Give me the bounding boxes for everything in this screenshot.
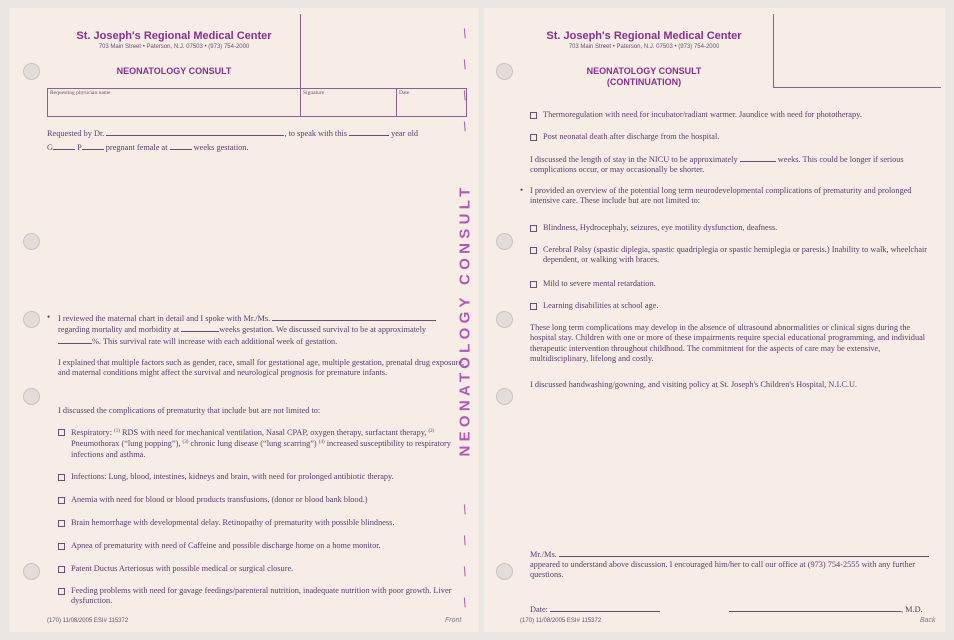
spine-slash: / <box>460 594 470 611</box>
resp-note-1: (1) <box>114 429 120 434</box>
md-label: , M.D. <box>901 605 923 614</box>
brain-hemorrhage-checkbox[interactable] <box>58 520 65 527</box>
header-underline <box>773 87 941 88</box>
post-neonatal-item <box>530 132 930 142</box>
bullet: • <box>47 312 51 322</box>
blindness-text: Blindness, Hydrocephaly, seizures, eye motility dysfunction, deafness. <box>543 223 778 232</box>
survival-text: weeks gestation. We discussed survival to be at approximately <box>219 325 427 335</box>
p-blank[interactable] <box>82 142 104 150</box>
requesting-physician-field[interactable]: Requesting physician name <box>50 90 111 96</box>
hospital-address: 703 Main Street • Paterson, N.J. 07503 • (973) 754-2000 <box>568 44 720 50</box>
box-bottom-line <box>47 116 467 117</box>
thermoregulation-item <box>530 110 930 120</box>
apnea-item <box>58 541 458 551</box>
resp-note-2: (2) <box>428 429 435 434</box>
g-label: G <box>47 143 53 152</box>
bullet: • <box>520 185 524 195</box>
binder-hole <box>496 563 513 580</box>
spine-slash: / <box>460 87 470 104</box>
hospital-name: St. Joseph's Regional Medical Center <box>546 30 742 42</box>
survival-percent-blank[interactable] <box>58 336 92 344</box>
spine-slash: / <box>460 25 470 42</box>
cerebral-palsy-item <box>530 245 935 266</box>
cerebral-palsy-checkbox[interactable] <box>530 247 537 254</box>
spine-slash: / <box>460 56 470 73</box>
anemia-item <box>58 495 458 505</box>
feeding-checkbox[interactable] <box>58 588 65 595</box>
form-title: NEONATOLOGY CONSULT <box>116 66 232 76</box>
reviewed-paragraph <box>58 313 466 347</box>
binder-hole <box>496 233 513 250</box>
md-signature-blank[interactable] <box>729 604 901 612</box>
anemia-text: Anemia with need for blood or blood products transfusions, (donor or blood bank blood.) <box>71 495 368 504</box>
spine <box>453 140 477 500</box>
requested-by-label: Requested by Dr. <box>47 129 105 138</box>
hospital-address: 703 Main Street • Paterson, N.J. 07503 • (973) 754-2000 <box>98 44 250 50</box>
date-line <box>530 604 730 615</box>
length-of-stay-paragraph <box>530 154 935 176</box>
age-blank[interactable] <box>349 128 389 136</box>
binder-hole <box>496 63 513 80</box>
form-footer: (170) 11/08/2005 ESI# 115372 <box>47 618 129 624</box>
resp-note-4: (4) <box>318 440 325 446</box>
speak-with-label: , to speak with this <box>284 129 347 138</box>
resp-susceptibility: increased susceptibility to respiratory infections and asthma. <box>71 439 451 459</box>
spine-slash: / <box>460 563 470 580</box>
spine-slash: / <box>460 532 470 549</box>
length-of-stay-text: I discussed the length of stay in the NICU to be approximately <box>530 155 738 164</box>
brain-hemorrhage-text: Brain hemorrhage with developmental delay. Retinopathy of prematurity with possible blindness. <box>71 518 395 527</box>
learning-disabilities-text: Learning disabilities at school age. <box>543 301 659 310</box>
form-subtitle: (CONTINUATION) <box>606 77 682 87</box>
p-label: P <box>77 143 82 152</box>
box-date-divider <box>396 88 397 116</box>
resp-label: Respiratory: <box>71 428 113 437</box>
requested-by-line <box>47 128 467 139</box>
mental-retardation-item <box>530 279 930 289</box>
form-title: NEONATOLOGY CONSULT <box>586 66 702 76</box>
handwashing-paragraph: I discussed handwashing/gowning, and visiting policy at St. Joseph's Children's Hospital, N.I.C.U. <box>530 380 858 389</box>
mortality-weeks-blank[interactable] <box>181 324 219 332</box>
binder-hole <box>23 311 40 328</box>
binder-hole <box>23 563 40 580</box>
complications-intro: I discussed the complications of prematurity that include but are not limited to: <box>58 406 321 415</box>
mortality-text: regarding mortality and morbidity at <box>58 325 180 335</box>
resp-pneumothorax: Pneumothorax (“lung popping”), <box>71 439 181 449</box>
respiratory-item <box>58 427 453 460</box>
hospital-name: St. Joseph's Regional Medical Center <box>76 30 272 42</box>
brain-hemorrhage-item <box>58 518 458 528</box>
binder-hole <box>496 388 513 405</box>
survival-rate-text: %. This survival rate will increase with each additional week of gestation. <box>92 336 338 346</box>
mental-retardation-text: Mild to severe mental retardation. <box>543 279 656 288</box>
binder-hole <box>23 233 40 250</box>
apnea-text: Apnea of prematurity with need of Caffeine and possible discharge home on a home monitor. <box>71 541 381 550</box>
parent-name-blank[interactable] <box>272 313 436 321</box>
header-divider <box>773 14 774 88</box>
spine-title: NEONATOLOGY CONSULT <box>456 183 474 457</box>
post-neonatal-text: Post neonatal death after discharge from the hospital. <box>543 132 720 141</box>
spine-slash: / <box>460 118 470 135</box>
blindness-item <box>530 223 930 233</box>
pda-item <box>58 564 458 574</box>
pregnant-label: pregnant female at <box>105 143 168 152</box>
resp-rds: RDS with need for mechanical ventilation, Nasal CPAP, oxygen therapy, surfactant therapy, <box>119 428 427 437</box>
infections-text: Infections: Lung, blood, intestines, kidneys and brain, with need for prolonged antibiotic therapy. <box>71 472 394 481</box>
year-old-label: year old <box>391 129 419 138</box>
box-top-line <box>47 88 467 89</box>
mental-retardation-checkbox[interactable] <box>530 281 537 288</box>
signature-field[interactable]: Signature <box>303 90 325 96</box>
length-of-stay-cont: weeks. This could be longer if serious complications occur, or may occasionally be shorter. <box>530 155 904 175</box>
stay-weeks-blank[interactable] <box>740 154 776 162</box>
form-footer: (170) 11/08/2005 ESI# 115372 <box>520 618 602 624</box>
apnea-checkbox[interactable] <box>58 543 65 550</box>
g-blank[interactable] <box>53 142 75 150</box>
doctor-blank[interactable] <box>106 128 284 136</box>
mr-ms-line <box>530 549 937 560</box>
binder-hole <box>23 388 40 405</box>
post-neonatal-checkbox[interactable] <box>530 134 537 141</box>
respiratory-checkbox[interactable] <box>58 429 65 436</box>
box-left-line <box>47 88 48 116</box>
pda-checkbox[interactable] <box>58 566 65 573</box>
side-label: Front <box>445 617 462 624</box>
anemia-checkbox[interactable] <box>58 497 65 504</box>
gestation-weeks-blank[interactable] <box>170 142 192 150</box>
mr-ms-label: Mr./Ms. <box>530 550 557 559</box>
back-page <box>484 8 945 632</box>
reviewed-text: I reviewed the maternal chart in detail and I spoke with Mr./Ms. <box>58 314 271 323</box>
weeks-gestation-label: weeks gestation. <box>193 143 249 152</box>
resp-cld: chronic lung disease (“lung scarring”) <box>188 439 317 449</box>
understand-paragraph: appeared to understand above discussion. I encouraged him/her to call our office at (973) 754-2555 with any further questions. <box>530 560 916 580</box>
md-line <box>729 604 939 615</box>
side-label: Back <box>920 617 936 624</box>
date-blank[interactable] <box>550 604 660 612</box>
header-divider <box>300 14 301 116</box>
parent-signature-blank[interactable] <box>559 549 929 557</box>
overview-paragraph: I provided an overview of the potential long term neurodevelopmental complications of prematurity and prolonged intensive care. These include but are not limited to: <box>530 186 912 206</box>
pda-text: Patent Ductus Arteriosus with possible medical or surgical closure. <box>71 564 294 573</box>
long-term-paragraph: These long term complications may develop in the absence of ultrasound abnormalities or clinical signs during the hospital stay. Children with one or more of these impairments require special educational programming, and individual therapeutic intervention throughout childhood. The commitment for the aspects of care may be extensive, multidisciplinary, lifelong and costly. <box>530 323 926 364</box>
gp-line <box>47 142 467 153</box>
cerebral-palsy-text: Cerebral Palsy (spastic diplegia, spastic quadriplegia or spastic hemiplegia or paresis.) Inability to walk, wheelchair dependent, or walking with braces. <box>543 245 928 265</box>
learning-disabilities-item <box>530 301 930 311</box>
infections-checkbox[interactable] <box>58 474 65 481</box>
spine-slash: / <box>460 501 470 518</box>
resp-note-3: (3) <box>182 440 189 446</box>
infections-item <box>58 472 458 482</box>
front-page <box>9 8 479 632</box>
feeding-item <box>58 586 458 607</box>
blindness-checkbox[interactable] <box>530 225 537 232</box>
binder-hole <box>496 311 513 328</box>
thermoregulation-text: Thermoregulation with need for incubator/radiant warmer. Jaundice with need for phototherapy. <box>543 110 862 119</box>
date-label: Date: <box>530 605 548 614</box>
binder-hole <box>23 63 40 80</box>
thermoregulation-checkbox[interactable] <box>530 112 537 119</box>
learning-disabilities-checkbox[interactable] <box>530 303 537 310</box>
factors-paragraph: I explained that multiple factors such as gender, race, small for gestational age, multiple gestation, prenatal drug exposure, and maternal conditions might affect the survival and neurological prognosis for premature infants. <box>58 358 465 378</box>
date-field[interactable]: Date <box>399 90 410 96</box>
feeding-text: Feeding problems with need for gavage feedings/parenteral nutrition, inadequate nutrition with poor growth. Liver dysfunction. <box>71 586 452 606</box>
